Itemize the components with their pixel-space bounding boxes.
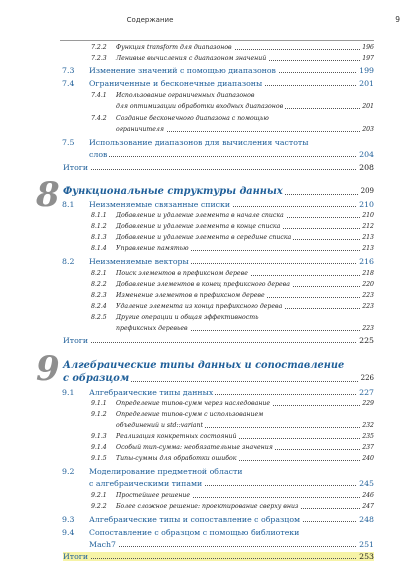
entry-page: 248 xyxy=(359,515,374,524)
entry-title: Итоги xyxy=(63,336,89,345)
entry-page: 223 xyxy=(362,303,374,310)
toc-entry-9-1[interactable] xyxy=(62,388,374,397)
entry-title-continued: с алгебраическими типами xyxy=(89,479,203,488)
entry-title: Реализация конкретных состояний xyxy=(116,433,237,440)
entry-page: 199 xyxy=(359,66,374,75)
entry-page: 232 xyxy=(362,422,374,429)
entry-number: 8.1 xyxy=(62,200,75,209)
toc-entry-7-4[interactable] xyxy=(62,79,374,88)
toc-entry-7-2-3[interactable] xyxy=(91,55,374,63)
entry-page: 213 xyxy=(362,234,374,241)
entry-page: 245 xyxy=(359,479,374,488)
entry-page: 212 xyxy=(362,223,374,230)
entry-number: 7.5 xyxy=(62,138,75,147)
toc-entry-7-5-line2[interactable] xyxy=(89,150,374,159)
entry-page: 204 xyxy=(359,150,374,159)
toc-entry-summary-9[interactable] xyxy=(63,552,374,561)
toc-entry-8-2-2[interactable] xyxy=(91,281,374,289)
entry-page: 240 xyxy=(362,455,374,462)
toc-entry-9-2-line2[interactable] xyxy=(89,479,374,488)
toc-chapter-8[interactable] xyxy=(63,186,374,197)
entry-title: Неизменяемые связанные списки xyxy=(89,200,231,209)
chapter-title: Функциональные структуры данных xyxy=(63,186,283,197)
entry-number: 7.3 xyxy=(62,66,75,75)
toc-entry-7-4-1-line1[interactable] xyxy=(91,92,374,100)
entry-title-continued: для оптимизации обработки входных диапазонов xyxy=(116,103,284,110)
entry-title: Неизменяемые векторы xyxy=(89,257,189,266)
toc-entry-8-1-1[interactable] xyxy=(91,212,374,220)
entry-title: Итоги xyxy=(63,163,89,172)
entry-page: 196 xyxy=(362,44,374,51)
entry-page: 201 xyxy=(362,103,374,110)
entry-page: 251 xyxy=(359,540,374,549)
entry-title: Определение типов-сумм через наследование xyxy=(116,400,271,407)
entry-number: 9.2.1 xyxy=(91,492,107,499)
toc-entry-9-3[interactable] xyxy=(62,515,374,524)
entry-title: Более сложное решение: проектирование сверху вниз xyxy=(116,503,299,510)
entry-page: 247 xyxy=(362,503,374,510)
toc-entry-8-1[interactable] xyxy=(62,200,374,209)
entry-title: Типы-суммы для обработки ошибок xyxy=(116,455,237,462)
entry-number: 8.1.4 xyxy=(91,245,107,252)
entry-title: Ленивые вычисления с диапазоном значений xyxy=(116,55,267,62)
toc-entry-8-1-2[interactable] xyxy=(91,223,374,231)
entry-number: 9.1.4 xyxy=(91,444,107,451)
entry-title: Использование ограниченных диапазонов xyxy=(116,92,255,99)
entry-number: 8.2.4 xyxy=(91,303,107,310)
toc-entry-9-4-line2[interactable] xyxy=(89,540,374,549)
entry-title-continued: слов xyxy=(89,150,108,159)
entry-page: 235 xyxy=(362,433,374,440)
entry-title: Функция transform для диапазонов xyxy=(116,44,232,51)
entry-number: 8.1.3 xyxy=(91,234,107,241)
entry-title: Добавление элементов в конец префиксного дерева xyxy=(116,281,290,288)
toc-entry-7-4-2-line1[interactable] xyxy=(91,115,374,123)
entry-title: Изменение значений с помощью диапазонов xyxy=(89,66,276,75)
entry-number: 9.1 xyxy=(62,388,75,397)
page-number: 9 xyxy=(395,15,400,24)
toc-entry-7-4-1-line2[interactable] xyxy=(116,103,374,111)
entry-page: 201 xyxy=(359,79,374,88)
chapter-number: 9 xyxy=(36,349,60,389)
toc-entry-9-1-3[interactable] xyxy=(91,433,374,441)
entry-number: 9.2 xyxy=(62,467,75,476)
entry-page: 220 xyxy=(362,281,374,288)
toc-entry-9-2-2[interactable] xyxy=(91,503,374,511)
toc-entry-8-2-5-line1[interactable] xyxy=(91,314,374,322)
entry-page: 225 xyxy=(359,336,374,345)
entry-page: 246 xyxy=(362,492,374,499)
toc-entry-8-2-4[interactable] xyxy=(91,303,374,311)
entry-number: 9.1.2 xyxy=(91,411,107,418)
entry-title: Добавление и удаление элемента в начале списка xyxy=(116,212,284,219)
entry-title: Ограниченные и бесконечные диапазоны xyxy=(89,79,263,88)
entry-number: 7.2.2 xyxy=(91,44,107,51)
entry-title-continued: ограничителя xyxy=(116,126,164,133)
entry-page: 218 xyxy=(362,270,374,277)
running-title: Содержание xyxy=(126,16,174,24)
toc-entry-9-1-5[interactable] xyxy=(91,455,374,463)
entry-number: 8.2.1 xyxy=(91,270,107,277)
entry-page: 210 xyxy=(362,212,374,219)
entry-number: 9.4 xyxy=(62,528,75,537)
entry-page: 209 xyxy=(360,187,374,195)
entry-number: 8.2.3 xyxy=(91,292,107,299)
toc-entry-8-2[interactable] xyxy=(62,257,374,266)
entry-number: 7.4 xyxy=(62,79,75,88)
entry-page: 227 xyxy=(359,388,374,397)
entry-title: Определение типов-сумм с использованием xyxy=(116,411,264,418)
entry-page: 216 xyxy=(359,257,374,266)
entry-title: Поиск элементов в префиксном дереве xyxy=(116,270,248,277)
entry-title: Алгебраические типы данных xyxy=(89,388,214,397)
entry-title-continued: объединений и std::variant xyxy=(116,422,203,429)
entry-title: Особый тип-сумма: необязательные значения xyxy=(116,444,273,451)
entry-title: Удаление элемента из конца префиксного дерева xyxy=(116,303,283,310)
entry-number: 9.1.3 xyxy=(91,433,107,440)
entry-title: Итоги xyxy=(63,552,89,561)
entry-page: 210 xyxy=(359,200,374,209)
entry-page: 223 xyxy=(362,325,374,332)
entry-title: Управление памятью xyxy=(116,245,189,252)
entry-page: 203 xyxy=(362,126,374,133)
entry-title: Изменение элементов в префиксном дереве xyxy=(116,292,265,299)
entry-title: Использование диапазонов для вычисления частоты xyxy=(89,138,309,147)
toc-chapter-9-line1[interactable] xyxy=(63,360,374,371)
toc-entry-9-1-4[interactable] xyxy=(91,444,374,452)
entry-page: 226 xyxy=(360,374,374,382)
chapter-title: Алгебраические типы данных и сопоставление xyxy=(63,360,345,371)
entry-title: Другие операции и общая эффективность xyxy=(116,314,259,321)
entry-number: 8.1.1 xyxy=(91,212,107,219)
entry-number: 9.3 xyxy=(62,515,75,524)
entry-page: 213 xyxy=(362,245,374,252)
entry-title-continued: префиксных деревьев xyxy=(116,325,188,332)
toc-entry-8-2-3[interactable] xyxy=(91,292,374,300)
entry-title: Добавление и удаление элемента в конце списка xyxy=(116,223,281,230)
entry-title: Добавление и удаление элемента в середине списка xyxy=(116,234,292,241)
entry-page: 208 xyxy=(359,163,374,172)
entry-page: 229 xyxy=(362,400,374,407)
toc-entry-7-4-2-line2[interactable] xyxy=(116,126,374,134)
entry-number: 9.1.1 xyxy=(91,400,107,407)
entry-title: Моделирование предметной области xyxy=(89,467,243,476)
entry-page: 253 xyxy=(359,552,374,561)
entry-number: 8.1.2 xyxy=(91,223,107,230)
entry-number: 8.2 xyxy=(62,257,75,266)
entry-title: Создание бесконечного диапазона с помощью xyxy=(116,115,269,122)
toc-entry-7-3[interactable] xyxy=(62,66,374,75)
entry-number: 7.4.1 xyxy=(91,92,107,99)
entry-title-continued: Mach7 xyxy=(89,540,116,549)
chapter-number: 8 xyxy=(36,175,60,215)
toc-entry-9-2-1[interactable] xyxy=(91,492,374,500)
entry-number: 7.4.2 xyxy=(91,115,107,122)
entry-title: Сопоставление с образцом с помощью библиотеки xyxy=(89,528,300,537)
toc-entry-8-1-3[interactable] xyxy=(91,234,374,242)
toc-chapter-9-line2[interactable] xyxy=(63,373,374,384)
entry-number: 8.2.5 xyxy=(91,314,107,321)
toc-entry-summary-8[interactable] xyxy=(63,336,374,345)
entry-page: 237 xyxy=(362,444,374,451)
entry-page: 223 xyxy=(362,292,374,299)
toc-entry-8-2-5-line2[interactable] xyxy=(116,325,374,333)
chapter-title-continued: с образцом xyxy=(63,373,130,384)
entry-number: 9.1.5 xyxy=(91,455,107,462)
toc-entry-7-2-2[interactable] xyxy=(91,44,374,52)
entry-title: Простейшее решение xyxy=(116,492,191,499)
entry-page: 197 xyxy=(362,55,374,62)
toc-entry-summary-7[interactable] xyxy=(63,163,374,172)
toc-entry-7-5-line1[interactable] xyxy=(62,138,374,147)
toc-entry-9-2-line1[interactable] xyxy=(62,467,374,476)
toc-entry-9-1-2-line1[interactable] xyxy=(91,411,374,419)
entry-number: 7.2.3 xyxy=(91,55,107,62)
entry-number: 8.2.2 xyxy=(91,281,107,288)
toc-entry-9-1-1[interactable] xyxy=(91,400,374,408)
entry-number: 9.2.2 xyxy=(91,503,107,510)
toc-entry-9-4-line1[interactable] xyxy=(62,528,374,537)
toc-entry-8-2-1[interactable] xyxy=(91,270,374,278)
toc-entry-9-1-2-line2[interactable] xyxy=(116,422,374,430)
entry-title: Алгебраические типы и сопоставление с образцом xyxy=(89,515,301,524)
toc-entry-8-1-4[interactable] xyxy=(91,245,374,253)
